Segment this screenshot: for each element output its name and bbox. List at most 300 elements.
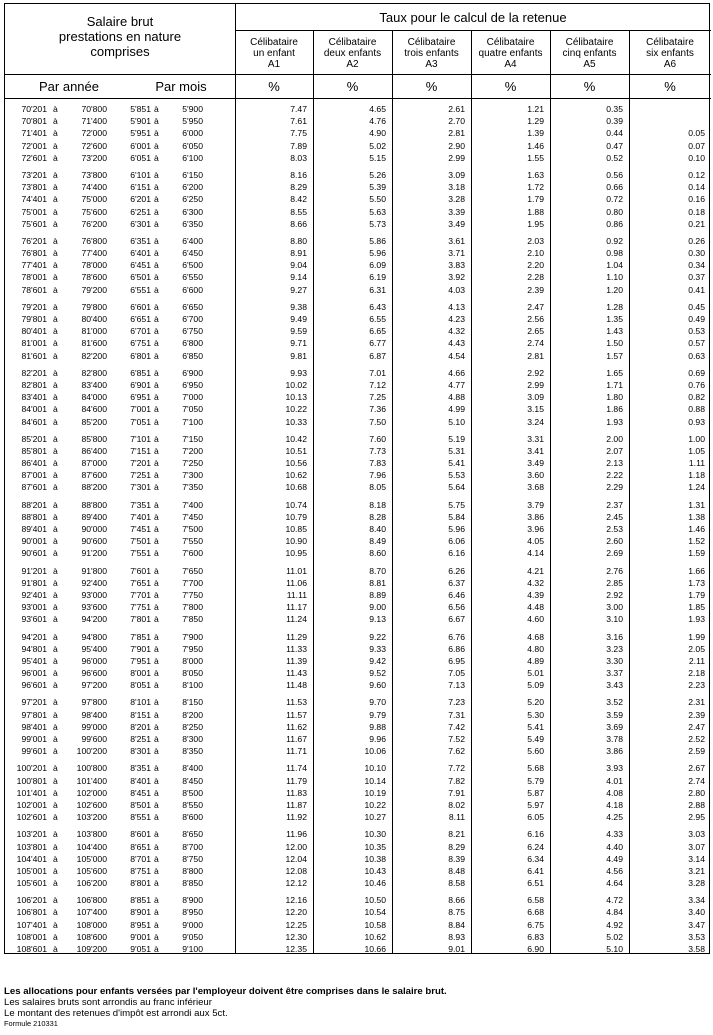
year-from: 94'201 [21,631,47,642]
note-allocations: Les allocations pour enfants versées par l'employeur doivent être comprises dans le salaire brut. [4,986,447,997]
month-range-separator: à [154,775,159,786]
year-from: 87'601 [21,482,47,493]
table-row [5,523,711,535]
month-from: 7'951 [130,655,151,666]
col-header-line: Célibataire [407,37,456,48]
table-row [5,511,711,523]
rate-a6: 0.12 [688,169,705,180]
rate-a4: 5.20 [527,697,544,708]
rate-a1: 12.16 [285,895,307,906]
year-range-separator: à [53,379,58,390]
rate-a6: 2.74 [688,775,705,786]
table-row [5,206,711,218]
rate-a3: 6.76 [448,631,465,642]
rate-a6: 0.14 [688,182,705,193]
month-from: 8'151 [130,709,151,720]
divider-subheader [5,98,711,99]
rate-a4: 2.81 [527,350,544,361]
rate-a4: 3.24 [527,416,544,427]
rate-a5: 3.86 [606,746,623,757]
percent-label: % [268,79,280,94]
rate-a2: 6.65 [369,326,386,337]
rate-a3: 6.86 [448,643,465,654]
rate-a1: 11.96 [286,829,307,840]
rate-a1: 12.12 [285,878,307,889]
year-to: 102'600 [76,799,107,810]
rate-a1: 10.85 [285,524,307,534]
rate-a6: 0.76 [688,379,705,390]
rate-a1: 11.43 [286,668,307,679]
year-range-separator: à [53,248,58,259]
year-to: 82'200 [81,350,107,361]
rate-a3: 3.39 [448,206,465,217]
month-range-separator: à [154,907,159,918]
month-to: 7'450 [182,511,203,522]
year-from: 102'601 [16,812,47,823]
year-range-separator: à [53,458,58,469]
month-range-separator: à [154,614,159,625]
year-from: 79'801 [21,314,47,324]
table-row [5,894,711,906]
rate-a6: 0.37 [688,272,705,283]
table-row [5,152,711,164]
rate-a6: 0.63 [688,350,705,361]
month-range-separator: à [154,746,159,757]
rate-a1: 10.79 [285,511,307,522]
rate-a3: 3.28 [448,194,465,205]
rate-a1: 10.74 [285,499,307,510]
month-range-separator: à [154,367,159,378]
year-to: 74'400 [81,182,107,193]
table-row [5,565,711,577]
col-header-line: cinq enfants [562,48,617,59]
year-from: 90'601 [21,548,47,559]
rate-a2: 7.83 [369,458,386,469]
year-from: 84'601 [21,416,47,427]
salary-header-line: comprises [90,44,150,59]
year-from: 100'801 [16,775,47,786]
year-to: 106'200 [76,878,107,889]
year-range-separator: à [53,721,58,732]
month-to: 7'100 [182,416,203,427]
year-from: 74'401 [21,194,47,205]
rate-a5: 1.35 [606,314,623,324]
year-from: 75'001 [21,206,47,217]
year-from: 79'201 [21,301,47,312]
month-from: 6'951 [130,392,151,403]
rate-a3: 6.67 [448,614,465,625]
rate-a4: 5.01 [527,668,544,679]
month-range-separator: à [154,668,159,679]
rate-a6: 2.23 [688,680,705,691]
rate-a5: 3.00 [606,602,623,613]
rate-a5: 0.44 [606,128,623,139]
year-from: 80'401 [21,326,47,337]
month-from: 7'351 [130,499,151,510]
year-range-separator: à [53,919,58,930]
rate-a6: 0.41 [688,284,705,295]
year-from: 70'801 [21,116,47,127]
month-range-separator: à [154,128,159,139]
month-to: 8'800 [182,865,203,876]
year-range-separator: à [53,152,58,163]
rate-a2: 5.02 [369,140,386,151]
table-row [5,745,711,757]
month-from: 6'901 [130,379,151,390]
rate-a6: 2.47 [688,721,705,732]
rate-a3: 3.83 [448,260,465,271]
rate-a1: 11.06 [286,577,307,588]
rate-a5: 4.56 [606,865,623,876]
divider-header [5,74,711,75]
month-from: 7'051 [130,416,151,427]
rate-a3: 9.01 [448,944,465,954]
rate-a6: 0.34 [688,260,705,271]
month-from: 9'051 [130,944,151,954]
rate-a5: 3.16 [606,631,623,642]
month-to: 9'100 [182,944,203,954]
rate-a3: 4.23 [448,314,465,324]
month-from: 6'801 [130,350,151,361]
year-from: 94'801 [21,643,47,654]
year-to: 76'200 [81,218,107,229]
month-from: 6'551 [130,284,151,295]
year-range-separator: à [53,206,58,217]
table-row [5,481,711,493]
rate-a4: 5.97 [527,799,544,810]
rate-a2: 8.05 [369,482,386,493]
rate-a2: 7.01 [369,367,386,378]
year-to: 85'800 [81,433,107,444]
year-from: 95'401 [21,655,47,666]
year-to: 107'400 [76,907,107,918]
rate-a4: 5.30 [527,709,544,720]
month-range-separator: à [154,194,159,205]
year-range-separator: à [53,182,58,193]
month-range-separator: à [154,602,159,613]
year-to: 106'800 [76,895,107,906]
rate-a1: 9.81 [290,350,307,361]
table-row [5,313,711,325]
month-range-separator: à [154,931,159,942]
year-to: 94'200 [81,614,107,625]
rate-a1: 7.89 [290,140,307,151]
rate-a2: 9.88 [369,721,386,732]
rate-a4: 5.79 [527,775,544,786]
year-from: 71'401 [21,128,47,139]
rate-a2: 6.77 [369,338,386,349]
rate-a2: 10.66 [364,944,386,954]
rate-a1: 11.83 [286,787,307,798]
rate-a1: 9.49 [290,314,307,324]
month-from: 7'851 [130,631,151,642]
rate-a2: 6.09 [369,260,386,271]
rate-a2: 8.18 [369,499,386,510]
col-header-line: Célibataire [328,37,377,48]
rate-a5: 0.92 [606,235,623,246]
month-to: 6'800 [182,338,203,349]
rate-a5: 4.01 [606,775,623,786]
rate-a6: 3.28 [688,878,705,889]
year-to: 94'800 [81,631,107,642]
year-to: 105'600 [76,865,107,876]
rate-a5: 0.52 [606,152,623,163]
rate-a4: 1.21 [527,104,544,114]
month-range-separator: à [154,511,159,522]
rate-a3: 5.84 [448,511,465,522]
month-range-separator: à [154,104,159,114]
rate-a2: 9.00 [369,602,386,613]
rate-a4: 6.90 [527,944,544,954]
rate-a4: 4.14 [527,548,544,559]
table-row [5,943,711,955]
rate-a5: 1.71 [606,379,623,390]
month-to: 6'700 [182,314,203,324]
rate-a3: 7.31 [448,709,465,720]
rate-a5: 3.23 [606,643,623,654]
month-from: 7'751 [130,602,151,613]
rate-a6: 1.46 [688,524,705,534]
year-range-separator: à [53,433,58,444]
rate-a1: 11.92 [286,812,307,823]
year-from: 91'801 [21,577,47,588]
rate-a1: 10.51 [285,445,307,456]
rate-a4: 2.10 [527,248,544,259]
row-group [5,828,711,889]
rate-a6: 1.52 [688,536,705,547]
rate-a5: 3.10 [606,614,623,625]
month-to: 7'350 [182,482,203,493]
year-to: 95'400 [81,643,107,654]
year-from: 106'801 [16,907,47,918]
year-to: 71'400 [81,116,107,127]
rate-a4: 3.41 [527,445,544,456]
rate-a6: 0.18 [688,206,705,217]
rate-a1: 11.53 [286,697,307,708]
table-row [5,631,711,643]
rate-a2: 6.31 [369,284,386,295]
month-from: 6'401 [130,248,151,259]
month-to: 7'750 [182,589,203,600]
month-from: 8'051 [130,680,151,691]
rate-a5: 3.37 [606,668,623,679]
month-to: 8'400 [182,763,203,774]
rate-a6: 2.80 [688,787,705,798]
month-from: 7'451 [130,524,151,534]
rate-a1: 12.08 [285,865,307,876]
table-row [5,828,711,840]
rate-a5: 2.22 [606,470,623,481]
year-from: 107'401 [16,919,47,930]
year-from: 102'001 [16,799,47,810]
month-to: 8'900 [182,895,203,906]
year-range-separator: à [53,482,58,493]
rate-a5: 3.59 [606,709,623,720]
month-range-separator: à [154,643,159,654]
year-range-separator: à [53,631,58,642]
year-range-separator: à [53,734,58,744]
rate-a2: 7.25 [369,392,386,403]
rate-a6: 0.30 [688,248,705,259]
year-to: 103'200 [76,812,107,823]
rate-a1: 11.57 [286,709,307,720]
year-from: 87'001 [21,470,47,481]
month-range-separator: à [154,404,159,415]
col-header-a2 [313,37,392,70]
year-from: 73'801 [21,182,47,193]
month-to: 6'500 [182,260,203,271]
rate-a6: 2.05 [688,643,705,654]
rate-a3: 3.61 [448,235,465,246]
rate-a4: 6.83 [527,931,544,942]
rate-a3: 7.91 [448,787,465,798]
month-range-separator: à [154,734,159,744]
rate-a5: 3.69 [606,721,623,732]
rate-a6: 2.88 [688,799,705,810]
rate-a3: 6.56 [448,602,465,613]
month-range-separator: à [154,631,159,642]
rate-a1: 12.20 [285,907,307,918]
month-range-separator: à [154,697,159,708]
rate-a3: 7.23 [448,697,465,708]
col-header-code: A1 [267,59,281,70]
month-to: 6'450 [182,248,203,259]
rate-a5: 2.45 [606,511,623,522]
month-to: 7'600 [182,548,203,559]
month-range-separator: à [154,350,159,361]
year-to: 90'600 [81,536,107,547]
rate-a4: 4.89 [527,655,544,666]
year-from: 103'801 [16,841,47,852]
year-from: 78'601 [21,284,47,295]
table-row [5,853,711,865]
rate-a4: 1.88 [527,206,544,217]
col-header-a1 [235,37,313,70]
table-row [5,643,711,655]
year-to: 100'200 [76,746,107,757]
rate-a6: 0.82 [688,392,705,403]
rate-a1: 10.68 [285,482,307,493]
rate-a1: 8.42 [290,194,307,205]
table-row [5,181,711,193]
rate-a3: 8.58 [448,878,465,889]
month-from: 7'201 [130,458,151,469]
year-range-separator: à [53,589,58,600]
rate-a2: 10.14 [364,775,386,786]
rate-a2: 5.73 [369,218,386,229]
month-from: 8'351 [130,763,151,774]
rate-a4: 2.65 [527,326,544,337]
rate-a3: 8.84 [448,919,465,930]
year-from: 73'201 [21,169,47,180]
col-header-code: A4 [504,59,517,70]
rate-a4: 2.28 [527,272,544,283]
salary-header-line: Salaire brut [86,14,154,29]
month-to: 7'300 [182,470,203,481]
month-from: 8'851 [130,895,151,906]
month-range-separator: à [154,763,159,774]
rate-a4: 1.39 [527,128,544,139]
month-range-separator: à [154,379,159,390]
col-header-code: A2 [346,59,359,70]
rate-a1: 9.59 [290,326,307,337]
rate-a3: 4.43 [448,338,465,349]
table-row [5,799,711,811]
rate-a3: 8.11 [448,812,465,823]
rate-a3: 8.21 [448,829,465,840]
rate-a4: 1.79 [527,194,544,205]
year-to: 72'000 [81,128,107,139]
year-from: 105'601 [16,878,47,889]
year-from: 99'601 [21,746,47,757]
table-row [5,762,711,774]
table-row [5,535,711,547]
year-from: 97'801 [21,709,47,720]
rate-a5: 0.86 [606,218,623,229]
rate-a1: 11.17 [286,602,307,613]
rate-a1: 10.90 [285,536,307,547]
rate-a3: 4.32 [448,326,465,337]
year-to: 85'200 [81,416,107,427]
table-row [5,140,711,152]
rate-a1: 10.33 [285,416,307,427]
year-to: 90'000 [81,524,107,534]
table-row [5,457,711,469]
month-from: 7'401 [130,511,151,522]
year-to: 89'400 [81,511,107,522]
year-from: 99'001 [21,734,47,744]
table-row [5,931,711,943]
month-to: 9'050 [182,931,203,942]
rate-a3: 7.13 [448,680,465,691]
year-to: 73'800 [81,169,107,180]
month-range-separator: à [154,248,159,259]
rate-a3: 5.41 [448,458,465,469]
year-range-separator: à [53,470,58,481]
year-from: 92'401 [21,589,47,600]
month-to: 6'400 [182,235,203,246]
rate-a6: 1.79 [688,589,705,600]
table-row [5,259,711,271]
rate-a6: 1.05 [688,445,705,456]
month-from: 6'051 [130,152,151,163]
col-header-line: Célibataire [250,37,298,48]
table-row [5,115,711,127]
month-to: 8'700 [182,841,203,852]
month-range-separator: à [154,853,159,864]
rate-a6: 0.26 [688,235,705,246]
month-to: 8'550 [182,799,203,810]
col-header-a3 [392,37,471,70]
rate-a4: 1.63 [527,169,544,180]
month-from: 8'751 [130,865,151,876]
month-range-separator: à [154,326,159,337]
year-to: 75'600 [81,206,107,217]
rate-a3: 5.10 [448,416,465,427]
month-from: 6'601 [130,301,151,312]
rate-a3: 4.54 [448,350,465,361]
table-body [5,103,711,960]
year-to: 109'200 [76,944,107,954]
rate-a3: 2.70 [448,116,465,127]
month-from: 8'251 [130,734,151,744]
month-from: 8'001 [130,668,151,679]
row-group [5,762,711,823]
col-header-code: A5 [583,59,596,70]
month-range-separator: à [154,235,159,246]
year-from: 88'801 [21,511,47,522]
year-to: 76'800 [81,235,107,246]
